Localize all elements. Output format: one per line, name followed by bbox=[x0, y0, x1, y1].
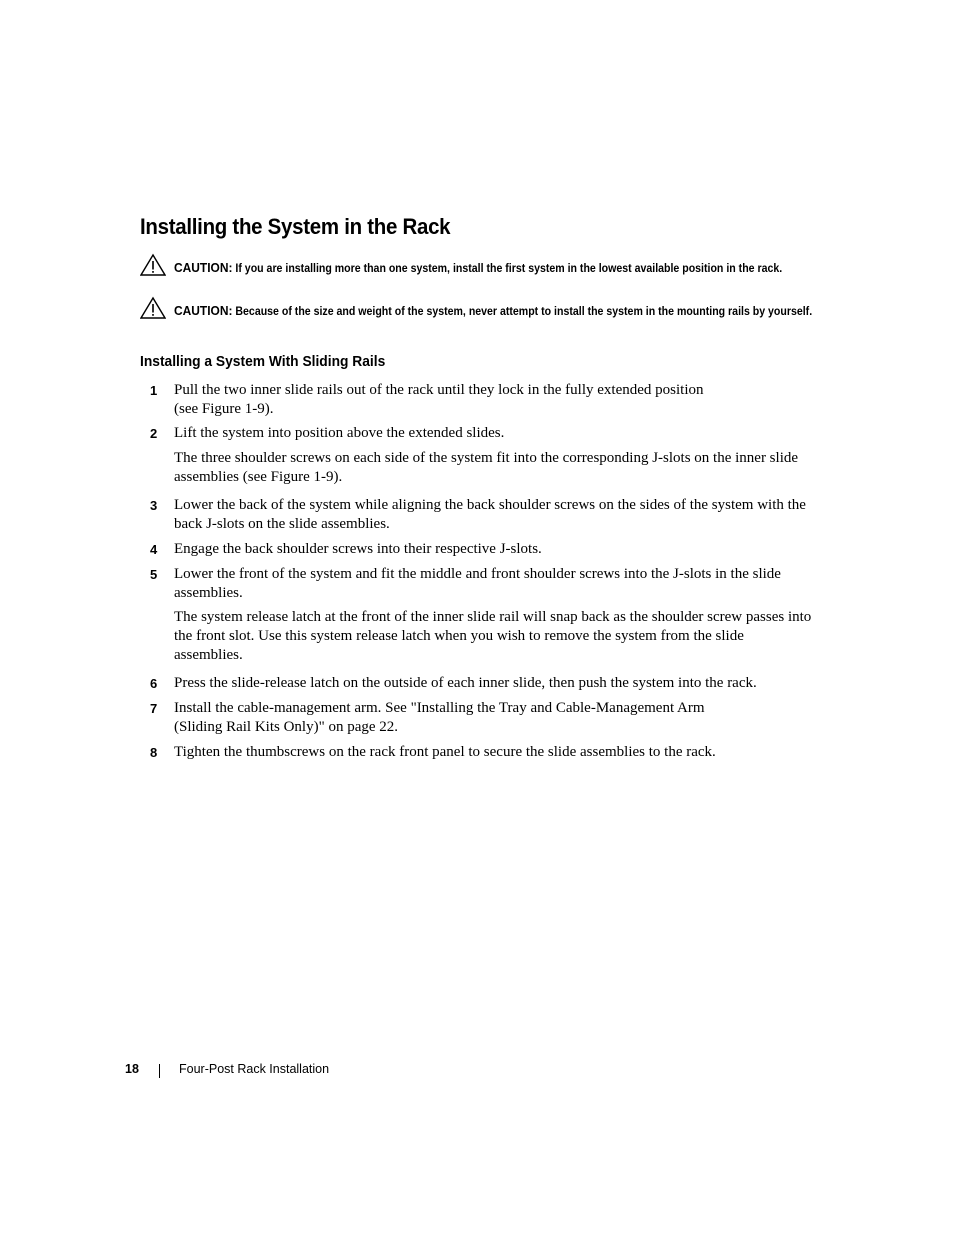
note-paragraph: The system release latch at the front of the inner slide rail will snap back as the shoulder screw passes into the front slot. Use this system release latch when you wish to remove the system from the slide assemblies. bbox=[174, 609, 812, 663]
step-number: 1 bbox=[150, 383, 158, 398]
step-number: 2 bbox=[150, 426, 158, 441]
caution-label: CAUTION: bbox=[174, 303, 233, 318]
step-number: 4 bbox=[150, 542, 158, 557]
step-number: 7 bbox=[150, 701, 158, 716]
step-4 bbox=[140, 540, 820, 559]
step-5 bbox=[140, 565, 820, 603]
caution-text: If you are installing more than one system, install the first system in the lowest available position in the rack. bbox=[235, 263, 783, 275]
caution-text: Because of the size and weight of the system, never attempt to install the system in the mounting rails by yourself. bbox=[235, 306, 813, 318]
step-text: Pull the two inner slide rails out of the rack until they lock in the fully extended position bbox=[174, 382, 704, 398]
step-number: 6 bbox=[150, 676, 158, 691]
chapter-title: Four-Post Rack Installation bbox=[179, 1062, 330, 1076]
step-number: 8 bbox=[150, 745, 158, 760]
step-6 bbox=[140, 674, 820, 693]
step-number: 3 bbox=[150, 498, 158, 513]
step-7 bbox=[140, 699, 820, 737]
step-text: Engage the back shoulder screws into their respective J-slots. bbox=[174, 541, 542, 557]
page-footer bbox=[125, 1062, 330, 1076]
step-text: (Sliding Rail Kits Only)" on page 22. bbox=[174, 719, 399, 735]
warning-triangle-icon bbox=[140, 253, 166, 277]
step-3 bbox=[140, 496, 820, 534]
page-title: Installing the System in the Rack bbox=[140, 214, 451, 239]
step-text: (see Figure 1-9). bbox=[174, 401, 274, 417]
step-text: Lower the front of the system and fit the middle and front shoulder screws into the J-slots in the slide assemblies. bbox=[174, 566, 781, 601]
step-text: Install the cable-management arm. See "Installing the Tray and Cable-Management Arm bbox=[174, 700, 705, 716]
warning-triangle-icon bbox=[140, 296, 166, 320]
step-8 bbox=[140, 743, 820, 762]
page-number: 18 bbox=[125, 1062, 139, 1076]
step-number: 5 bbox=[150, 567, 158, 582]
footer-divider bbox=[159, 1064, 160, 1078]
step-text: Lift the system into position above the extended slides. bbox=[174, 425, 505, 441]
section-heading: Installing a System With Sliding Rails bbox=[140, 353, 386, 370]
caution-note-2 bbox=[140, 302, 820, 321]
caution-label: CAUTION: bbox=[174, 260, 233, 275]
step-text: Press the slide-release latch on the outside of each inner slide, then push the system into the rack. bbox=[174, 675, 757, 691]
caution-note-1 bbox=[140, 259, 820, 278]
step-2 bbox=[140, 424, 820, 443]
step-1 bbox=[140, 381, 820, 419]
step-text: Lower the back of the system while aligning the back shoulder screws on the sides of the system with the back J-slots on the slide assemblies. bbox=[174, 497, 806, 532]
note-paragraph: The three shoulder screws on each side of the system fit into the corresponding J-slots on the inner slide assemblies (see Figure 1-9). bbox=[174, 450, 799, 485]
step-text: Tighten the thumbscrews on the rack front panel to secure the slide assemblies to the rack. bbox=[174, 744, 716, 760]
